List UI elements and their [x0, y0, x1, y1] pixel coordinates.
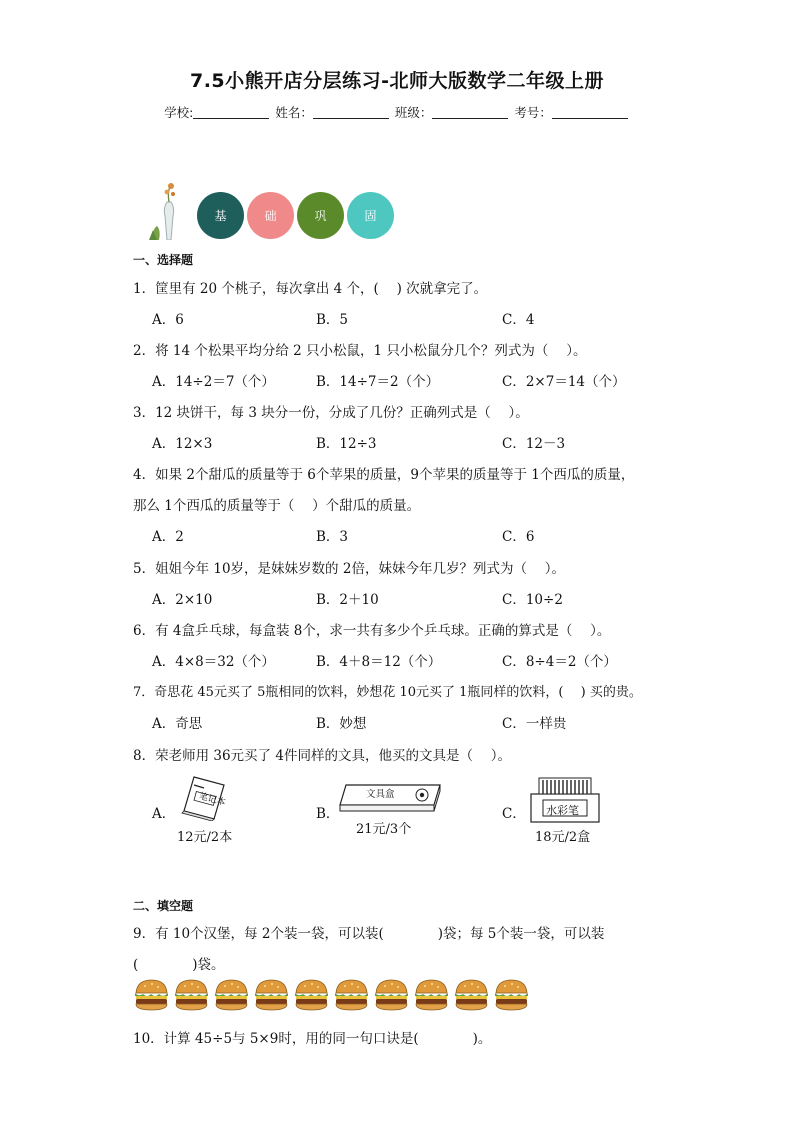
q8-option-c-price: 18元/2盒: [535, 830, 591, 845]
burger-icon: [133, 978, 170, 1012]
burger-icon: [453, 978, 490, 1012]
question-7: 7．奇思花 45元买了 5瓶相同的饮料，妙想花 10元买了 1瓶同样的饮料，( ) 买的贵。: [133, 685, 642, 700]
q5-option-b[interactable]: B．2＋10: [316, 592, 379, 608]
badge-chu: 础: [247, 192, 294, 239]
q4-option-b[interactable]: B．3: [316, 529, 349, 545]
page-title: 7.5小熊开店分层练习-北师大版数学二年级上册: [189, 70, 605, 92]
q6-option-a[interactable]: A．4×8＝32（个）: [152, 654, 275, 670]
question-4-line-1: 4．如果 2个甜瓜的质量等于 6个苹果的质量，9个苹果的质量等于 1个西瓜的质量，: [133, 467, 635, 483]
level-badges: [197, 192, 394, 239]
q7-option-c[interactable]: C．一样贵: [502, 716, 567, 732]
question-4-line-2: 那么 1个西瓜的质量等于（ ）个甜瓜的质量。: [133, 498, 421, 514]
q8-option-a-letter: A．: [152, 806, 176, 822]
question-3: 3．12 块饼干，每 3 块分一份，分成了几份？正确列式是（ ）。: [133, 405, 529, 421]
question-6: 6．有 4盒乒乓球，每盒装 8个，求一共有多少个乒乓球。正确的算式是（ ）。: [133, 623, 611, 639]
pencil-case-label: 文具盒: [366, 789, 395, 800]
q5-option-a[interactable]: A．2×10: [152, 592, 213, 608]
question-9-line-2: ( )袋。: [133, 957, 225, 973]
watercolor-pen-label: 水彩笔: [546, 804, 579, 817]
name-label: 姓名：: [275, 105, 313, 120]
name-blank[interactable]: [313, 106, 389, 119]
burger-icon: [333, 978, 370, 1012]
q8-option-b-letter: B．: [316, 806, 340, 822]
q7-option-b[interactable]: B．妙想: [316, 716, 367, 732]
q8-option-c-letter: C．: [502, 806, 526, 822]
q4-option-c[interactable]: C．6: [502, 529, 535, 545]
q3-option-b[interactable]: B．12÷3: [316, 436, 377, 452]
q5-option-c[interactable]: C．10÷2: [502, 592, 563, 608]
q2-option-c[interactable]: C．2×7＝14（个）: [502, 374, 626, 390]
exam-number-blank[interactable]: [552, 106, 628, 119]
burger-icon: [293, 978, 330, 1012]
q1-option-a[interactable]: A．6: [152, 312, 184, 328]
q6-option-b[interactable]: B．4＋8＝12（个）: [316, 654, 442, 670]
student-info-line: [0, 103, 794, 121]
burger-icon: [253, 978, 290, 1012]
school-blank[interactable]: [193, 106, 269, 119]
q3-option-c[interactable]: C．12－3: [502, 436, 566, 452]
q1-option-b[interactable]: B．5: [316, 312, 349, 328]
badge-gu: 固: [347, 192, 394, 239]
class-blank[interactable]: [432, 106, 508, 119]
q2-option-b[interactable]: B．14÷7＝2（个）: [316, 374, 440, 390]
q6-option-c[interactable]: C．8÷4＝2（个）: [502, 654, 617, 670]
q7-option-a[interactable]: A．奇思: [152, 716, 203, 732]
question-10: 10．计算 45÷5与 5×9时，用的同一句口诀是( )。: [133, 1031, 492, 1047]
q1-option-c[interactable]: C．4: [502, 312, 535, 328]
class-label: 班级：: [394, 105, 433, 120]
badge-ji: 基: [197, 192, 244, 239]
question-9-line-1: 9．有 10个汉堡，每 2个装一袋，可以装( )袋；每 5个装一袋，可以装: [133, 926, 605, 942]
burger-row: [133, 978, 530, 1012]
school-label: 学校:: [164, 105, 194, 120]
flower-vase-icon: [145, 180, 193, 240]
burger-icon: [413, 978, 450, 1012]
notebook-label: 笔记本: [197, 791, 227, 809]
question-1: 1．筐里有 20 个桃子，每次拿出 4 个，( ) 次就拿完了。: [133, 281, 488, 297]
section-choice-heading: 一、选择题: [133, 253, 194, 267]
q8-option-b-price: 21元/3个: [356, 822, 412, 837]
burger-icon: [493, 978, 530, 1012]
question-2: 2．将 14 个松果平均分给 2 只小松鼠，1 只小松鼠分几个？列式为（ ）。: [133, 343, 587, 359]
section-fill-heading: 二、填空题: [133, 899, 194, 913]
question-5: 5．姐姐今年 10岁，是妹妹岁数的 2倍，妹妹今年几岁？列式为（ ）。: [133, 561, 565, 577]
q4-option-a[interactable]: A．2: [152, 529, 184, 545]
burger-icon: [373, 978, 410, 1012]
q3-option-a[interactable]: A．12×3: [152, 436, 213, 452]
question-8: 8．荣老师用 36元买了 4件同样的文具，他买的文具是（ ）。: [133, 748, 511, 764]
burger-icon: [173, 978, 210, 1012]
q2-option-a[interactable]: A．14÷2＝7（个）: [152, 374, 275, 390]
q8-option-a-price: 12元/2本: [177, 830, 233, 845]
badge-gong: 巩: [297, 192, 344, 239]
exam-number-label: 考号：: [514, 105, 552, 120]
burger-icon: [213, 978, 250, 1012]
